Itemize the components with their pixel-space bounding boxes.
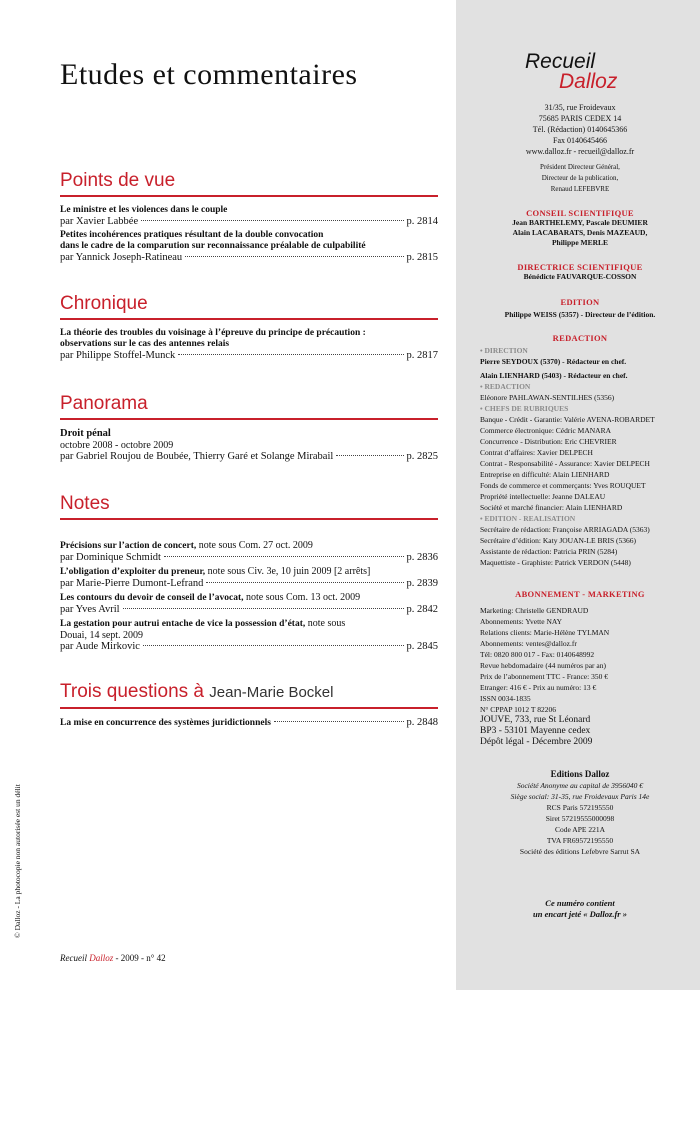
article-title: Droit pénal [60,428,111,439]
abo-line: Etranger: 416 € - Prix au numéro: 13 € [480,683,597,692]
article-note: note sous [305,618,346,629]
article-title: L’obligation d’exploiter du preneur, [60,567,206,577]
edition-block [470,297,690,320]
directrice-title: DIRECTRICE SCIENTIFIQUE [517,262,643,272]
directrice-name: Bénédicte FAUVARQUE-COSSON [523,272,637,281]
conseil-line: Philippe MERLE [551,238,609,247]
abo-email[interactable]: Abonnements: ventes@dalloz.fr [480,639,577,648]
editions-line: TVA FR69572195550 [546,836,614,845]
logo-dalloz: Dalloz [559,70,618,93]
section-rule [60,418,438,420]
address-block [470,102,690,195]
president-name: Renaud LEFEBVRE [550,185,610,193]
staff-line: Maquettiste - Graphiste: Patrick VERDON (5448) [480,558,631,567]
staff-line: Entreprise en difficulté: Alain LIENHARD [480,470,610,479]
article-title: Les contours du devoir de conseil de l’avocat, [60,593,244,603]
article-author: par Yves Avril [60,604,120,615]
abo-line: Prix de l’abonnement TTC - France: 350 € [480,672,608,681]
guest-name: Jean-Marie Bockel [209,684,334,701]
printer-line: JOUVE, 733, rue St Léonard [480,715,591,725]
article-author: par Xavier Labbée [60,216,139,227]
redaction-title-block [470,333,690,343]
address-line: 75685 PARIS CEDEX 14 [538,114,622,123]
section-title: Chronique [60,293,148,314]
staff-line: Concurrence - Distribution: Eric CHEVRIER [480,437,617,446]
staff-line: Banque - Crédit - Garantie: Valérie AVENA-ROBARDET [480,415,655,424]
article-author: par Yannick Joseph-Ratineau [60,252,183,263]
editions-line: Code APE 221A [554,825,605,834]
abo-line: Relations clients: Marie-Hélène TYLMAN [480,628,610,637]
recueil-dalloz-logo [525,52,617,92]
staff-line: Alain LIENHARD (5403) - Rédacteur en chef. [480,371,628,380]
page-ref: p. 2848 [406,717,438,728]
article-entry[interactable] [60,205,438,228]
editions-title: Editions Dalloz [550,769,610,779]
article-entry[interactable] [60,328,438,362]
redaction-subhead: • DIRECTION [480,346,528,355]
section-rule [60,518,438,520]
article-author: par Marie-Pierre Dumont-Lefrand [60,578,204,589]
page-ref: p. 2817 [406,350,438,361]
section-title: Points de vue [60,170,176,191]
redaction-subhead: • CHEFS DE RUBRIQUES [480,404,569,413]
article-note: note sous Com. 13 oct. 2009 [243,592,361,603]
redaction-block [480,345,690,568]
article-author: par Aude Mirkovic [60,641,140,652]
abonnement-title-block [470,589,690,599]
section-chronique [60,293,438,364]
editions-line: Siège social: 31-35, rue Froidevaux Paris 14e [510,792,650,801]
encart-note [470,898,690,920]
article-title: Le ministre et les violences dans le couple [60,205,228,215]
editions-block [470,769,690,857]
staff-line: Pierre SEYDOUX (5370) - Rédacteur en chef. [480,357,627,366]
encart-line: Ce numéro contient [545,898,615,908]
article-title: La mise en concurrence des systèmes juridictionnels [60,718,271,728]
article-title-line1: Petites incohérences pratiques résultant de la double convocation [60,230,324,240]
redaction-subhead: • REDACTION [480,382,531,391]
section-trois-questions [60,681,438,731]
abonnement-block [480,605,690,748]
copyright-text: © Dalloz - La photocopie non autorisée est un délit [13,784,22,938]
abo-line: Revue hebdomadaire (44 numéros par an) [480,661,606,670]
section-title: Notes [60,493,110,514]
staff-line: Commerce électronique: Cédric MANARA [480,426,612,435]
edition-title: EDITION [560,297,600,307]
conseil-line: Jean BARTHELEMY, Pascale DEUMIER [512,218,648,227]
page-title: Etudes et commentaires [60,58,358,91]
redaction-subhead: • EDITION - REALISATION [480,514,576,523]
editions-line: Siret 57219555000098 [545,814,615,823]
article-author: par Philippe Stoffel-Munck [60,350,176,361]
staff-line: Société et marché financier: Alain LIENHARD [480,503,623,512]
article-title: Précisions sur l’action de concert, [60,541,197,551]
staff-line: Secrétaire de rédaction: Françoise ARRIAGADA (5363) [480,525,650,534]
article-note-line2: Douai, 14 sept. 2009 [60,630,144,641]
redaction-title: REDACTION [552,333,608,343]
article-note: note sous Com. 27 oct. 2009 [196,540,313,551]
article-title-line1: La théorie des troubles du voisinage à l’épreuve du principe de précaution : [60,328,366,338]
page-ref: p. 2825 [406,451,438,462]
footer-recueil: Recueil [60,953,87,963]
article-note: note sous Civ. 3e, 10 juin 2009 [2 arrêts] [205,566,371,577]
abo-line: Abonnements: Yvette NAY [480,617,563,626]
page-footer [60,953,166,963]
article-author: par Gabriel Roujou de Boubée, Thierry Garé et Solange Mirabail [60,451,334,462]
staff-line: Eléonore PAHLAWAN-SENTILHES (5356) [480,393,615,402]
address-line: 31/35, rue Froidevaux [544,103,616,112]
conseil-block [470,208,690,248]
section-notes [60,493,438,655]
staff-line: Secrétaire d’édition: Katy JOUAN-LE BRIS (5366) [480,536,637,545]
article-entry[interactable] [60,592,438,616]
president-line: Directeur de la publication, [541,174,619,182]
section-title [60,681,438,704]
printer-line: Dépôt légal - Décembre 2009 [480,737,593,747]
abonnement-title: ABONNEMENT - MARKETING [515,589,645,599]
staff-line: Contrat - Responsabilité - Assurance: Xavier DELPECH [480,459,650,468]
encart-line: un encart jeté « Dalloz.fr » [533,909,627,919]
page-ref: p. 2814 [406,216,438,227]
staff-line: Fonds de commerce et commerçants: Yves ROUQUET [480,481,646,490]
abo-line: Tél: 0820 800 017 - Fax: 0140648992 [480,650,595,659]
abo-line: N° CPPAP 1012 T 82206 [480,705,556,714]
edition-line: Philippe WEISS (5357) - Directeur de l’édition. [504,310,656,319]
article-entry[interactable] [60,717,438,729]
page-ref: p. 2839 [406,578,438,589]
abo-line: Marketing: Christelle GENDRAUD [480,606,589,615]
article-entry[interactable] [60,618,438,653]
section-title: Panorama [60,393,148,414]
footer-dalloz: Dalloz [89,953,114,963]
staff-line: Contrat d’affaires: Xavier DELPECH [480,448,593,457]
section-rule [60,707,438,709]
section-panorama [60,393,438,465]
logo-recueil: Recueil [525,50,596,73]
article-title-line2: dans le cadre de la comparution sur reconnaissance préalable de culpabilité [60,241,366,251]
phone-line: Tél. (Rédaction) 0140645366 [532,125,628,134]
section-points-de-vue [60,170,438,266]
page-ref: p. 2836 [406,552,438,563]
page-ref: p. 2815 [406,252,438,263]
editions-line: Société des éditions Lefebvre Sarrut SA [519,847,641,856]
staff-line: Propriété intellectuelle: Jeanne DALEAU [480,492,606,501]
conseil-line: Alain LACABARATS, Denis MAZEAUD, [512,228,648,237]
page-ref: p. 2845 [406,641,438,652]
staff-line: Assistante de rédaction: Patricia PRIN (5284) [480,547,618,556]
article-dates: octobre 2008 - octobre 2009 [60,440,174,451]
copyright-vertical [13,784,25,1138]
editions-line: RCS Paris 572195550 [546,803,614,812]
article-entry[interactable] [60,566,438,590]
article-title-line2: observations sur le cas des antennes relais [60,339,230,349]
section-rule [60,195,438,197]
editions-line: Société Anonyme au capital de 3956040 € [516,781,644,790]
conseil-title: CONSEIL SCIENTIFIQUE [526,208,634,218]
directrice-block [470,262,690,282]
article-entry[interactable] [60,230,438,264]
fax-line: Fax 0140645466 [553,136,607,145]
article-entry[interactable] [60,428,438,463]
footer-issue: - 2009 - n° 42 [113,953,166,963]
president-line: Président Directeur Général, [540,163,620,171]
page-ref: p. 2842 [406,604,438,615]
abo-line: ISSN 0034-1835 [480,694,531,703]
article-entry[interactable] [60,540,438,564]
printer-line: BP3 - 53101 Mayenne cedex [480,726,591,736]
article-author: par Dominique Schmidt [60,552,161,563]
article-title: La gestation pour autrui entache de vice la possession d’état, [60,619,306,629]
web-line[interactable]: www.dalloz.fr - recueil@dalloz.fr [525,147,635,156]
section-title-text: Trois questions à [60,681,204,702]
section-rule [60,318,438,320]
